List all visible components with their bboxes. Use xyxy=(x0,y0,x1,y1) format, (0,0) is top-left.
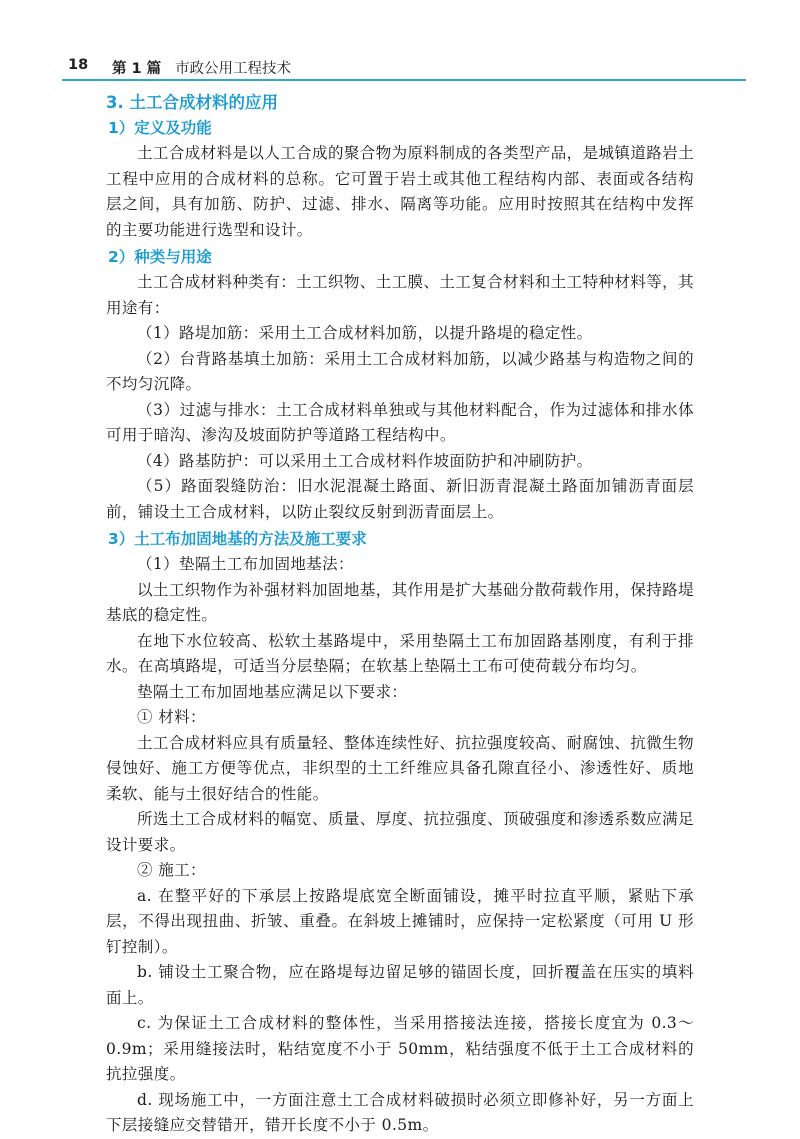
page-number: 18 xyxy=(68,57,89,73)
paragraph: 在地下水位较高、松软土基路堤中，采用垫隔土工布加固路基刚度，有利于排水。在高填路堤，可适当分层垫隔；在软基上垫隔土工布可使荷载分布均匀。 xyxy=(106,631,694,675)
paragraph: 以土工织物作为补强材料加固地基，其作用是扩大基础分散荷载作用，保持路堤基底的稳定性。 xyxy=(106,580,694,624)
list-item: （1）垫隔土工布加固地基法： xyxy=(137,555,354,573)
part-label: 第 1 篇 xyxy=(112,61,162,77)
list-item: （3）过滤与排水：土工合成材料单独或与其他材料配合，作为过滤体和排水体可用于暗沟、渗沟及坡面防护等道路工程结构中。 xyxy=(106,400,694,444)
list-item: （1）路堤加筋：采用土工合成材料加筋，以提升路堤的稳定性。 xyxy=(137,324,593,342)
construction-heading: ② 施工： xyxy=(137,861,206,879)
page-body xyxy=(106,89,694,1139)
subsection-title-geotextile: 3）土工布加固地基的方法及施工要求 xyxy=(108,530,367,548)
part-title: 市政公用工程技术 xyxy=(175,61,291,77)
page-header xyxy=(62,50,746,80)
list-item: （4）路基防护：可以采用土工合成材料作坡面防护和冲刷防护。 xyxy=(137,451,593,470)
paragraph: 土工合成材料应具有质量轻、整体连续性好、抗拉强度较高、耐腐蚀、抗微生物侵蚀好、施工方便等优点，非织型的土工纤维应具备孔隙直径小、渗透性好、质地柔软、能与土很好结合的性能。 xyxy=(106,733,694,803)
paragraph: 垫隔土工布加固地基应满足以下要求： xyxy=(137,682,408,701)
list-item: c. 为保证土工合成材料的整体性，当采用搭接法连接，搭接长度宜为 0.3～0.9m；采用缝接法时，粘结宽度不小于 50mm，粘结强度不低于土工合成材料的抗拉强度。 xyxy=(106,1014,694,1083)
list-item: （2）台背路基填土加筋：采用土工合成材料加筋，以减少路基与构造物之间的不均匀沉降。 xyxy=(106,349,694,393)
section-title: 3. 土工合成材料的应用 xyxy=(106,93,278,112)
subsection-title-types: 2）种类与用途 xyxy=(108,248,212,266)
paragraph-types-intro: 土工合成材料种类有：土工织物、土工膜、土工复合材料和土工特种材料等，其用途有： xyxy=(106,273,694,317)
list-item: d. 现场施工中，一方面注意土工合成材料破损时必须立即修补好，另一方面上下层接缝应交替错开，错开长度不小于 0.5m。 xyxy=(106,1090,694,1134)
material-heading: ① 材料： xyxy=(137,708,206,726)
paragraph: 所选土工合成材料的幅宽、质量、厚度、抗拉强度、顶破强度和渗透系数应满足设计要求。 xyxy=(106,810,694,854)
paragraph-definition: 土工合成材料是以人工合成的聚合物为原料制成的各类型产品，是城镇道路岩土工程中应用的合成材料的总称。它可置于岩土或其他工程结构内部、表面或各结构层之间，具有加筋、防护、过滤、排水、隔离等功能。应用时按照其在结构中发挥的主要功能进行选型和设计。 xyxy=(106,144,694,239)
list-item: b. 铺设土工聚合物，应在路堤每边留足够的锚固长度，回折覆盖在压实的填料面上。 xyxy=(106,963,694,1007)
subsection-title-definition: 1）定义及功能 xyxy=(108,119,212,137)
list-item: a. 在整平好的下承层上按路堤底宽全断面铺设，摊平时拉直平顺，紧贴下承层，不得出现扭曲、折皱、重叠。在斜坡上摊铺时，应保持一定松紧度（可用 U 形钉控制）。 xyxy=(106,886,694,956)
list-item: （5）路面裂缝防治：旧水泥混凝土路面、新旧沥青混凝土路面加铺沥青面层前，铺设土工合成材料，以防止裂纹反射到沥青面层上。 xyxy=(106,477,694,521)
header-rule xyxy=(62,79,746,81)
